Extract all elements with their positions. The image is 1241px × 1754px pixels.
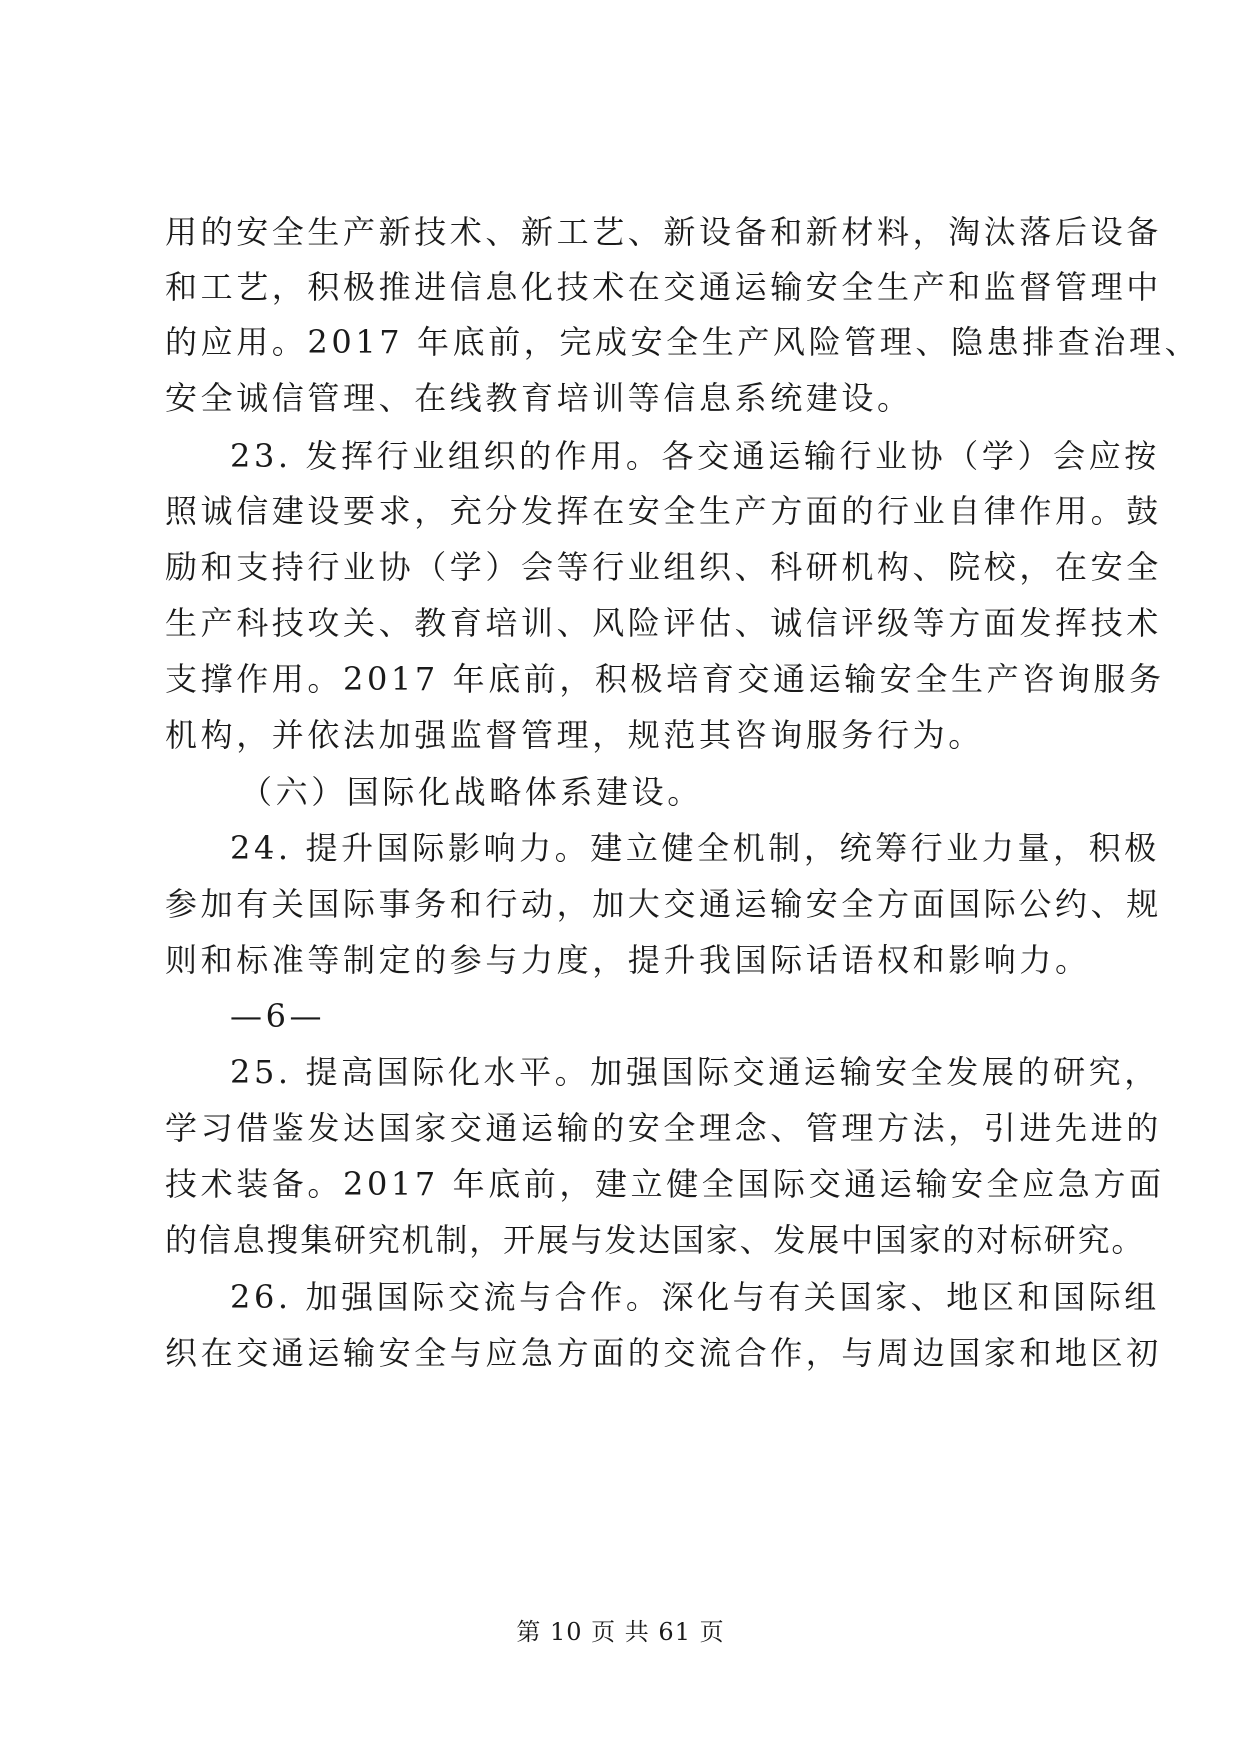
body-line: 用的安全生产新技术、新工艺、新设备和新材料，淘汰落后设备 <box>165 213 1162 251</box>
body-line: 和工艺，积极推进信息化技术在交通运输安全生产和监督管理中 <box>165 268 1162 306</box>
body-line: 照诚信建设要求，充分发挥在安全生产方面的行业自律作用。鼓 <box>165 492 1162 530</box>
paragraph-start-23: 23. 发挥行业组织的作用。各交通运输行业协（学）会应按 <box>230 437 1160 475</box>
inline-page-marker: —6— <box>230 997 326 1035</box>
body-line: 支撑作用。2017 年底前，积极培育交通运输安全生产咨询服务 <box>165 660 1165 698</box>
body-line: 机构，并依法加强监督管理，规范其咨询服务行为。 <box>165 716 984 754</box>
body-line: 则和标准等制定的参与力度，提升我国际话语权和影响力。 <box>165 941 1091 979</box>
body-line: 的应用。2017 年底前，完成安全生产风险管理、隐患排查治理、 <box>165 323 1201 361</box>
body-line: 学习借鉴发达国家交通运输的安全理念、管理方法，引进先进的 <box>165 1109 1162 1147</box>
paragraph-start-26: 26. 加强国际交流与合作。深化与有关国家、地区和国际组 <box>230 1278 1160 1316</box>
body-line: 技术装备。2017 年底前，建立健全国际交通运输安全应急方面 <box>165 1165 1165 1203</box>
body-line: 的信息搜集研究机制，开展与发达国家、发展中国家的对标研究。 <box>165 1221 1146 1259</box>
section-heading: （六）国际化战略体系建设。 <box>240 773 703 811</box>
page-footer: 第 10 页 共 61 页 <box>516 1618 725 1646</box>
paragraph-start-24: 24. 提升国际影响力。建立健全机制，统筹行业力量，积极 <box>230 829 1160 867</box>
paragraph-start-25: 25. 提高国际化水平。加强国际交通运输安全发展的研究， <box>230 1053 1160 1091</box>
body-line: 安全诚信管理、在线教育培训等信息系统建设。 <box>165 379 913 417</box>
body-line: 励和支持行业协（学）会等行业组织、科研机构、院校，在安全 <box>165 548 1162 586</box>
body-line: 参加有关国际事务和行动，加大交通运输安全方面国际公约、规 <box>165 885 1162 923</box>
body-line: 生产科技攻关、教育培训、风险评估、诚信评级等方面发挥技术 <box>165 604 1162 642</box>
body-line: 织在交通运输安全与应急方面的交流合作，与周边国家和地区初 <box>165 1334 1162 1372</box>
